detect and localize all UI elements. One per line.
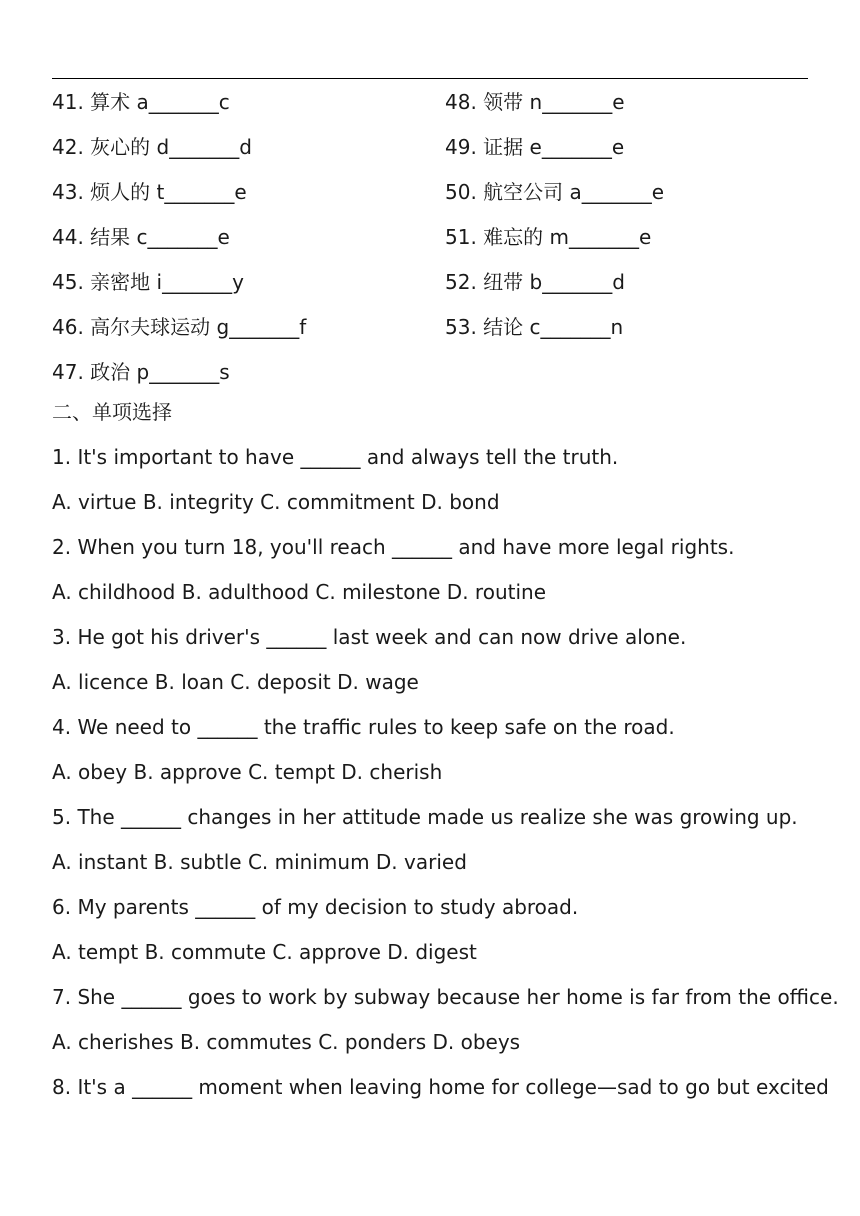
vocab-item-46: 46. 高尔夫球运动 g_______f	[52, 315, 307, 339]
question-6-options: A. tempt B. commute C. approve D. digest	[52, 940, 477, 964]
vocab-item-47: 47. 政治 p_______s	[52, 360, 230, 384]
question-3-stem: 3. He got his driver's ______ last week and can now drive alone.	[52, 625, 687, 649]
question-4-stem: 4. We need to ______ the traffic rules to keep safe on the road.	[52, 715, 675, 739]
question-3-options: A. licence B. loan C. deposit D. wage	[52, 670, 419, 694]
vocab-item-45: 45. 亲密地 i_______y	[52, 270, 244, 294]
question-7-options: A. cherishes B. commutes C. ponders D. obeys	[52, 1030, 521, 1054]
question-8-stem: 8. It's a ______ moment when leaving home for college—sad to go but excited	[52, 1075, 829, 1099]
question-5-stem: 5. The ______ changes in her attitude made us realize she was growing up.	[52, 805, 798, 829]
vocab-item-50: 50. 航空公司 a_______e	[445, 180, 665, 204]
vocab-item-53: 53. 结论 c_______n	[445, 315, 624, 339]
vocab-item-44: 44. 结果 c_______e	[52, 225, 230, 249]
vocab-item-52: 52. 纽带 b_______d	[445, 270, 625, 294]
top-divider	[52, 78, 808, 79]
question-1-stem: 1. It's important to have ______ and always tell the truth.	[52, 445, 619, 469]
section-heading: 二、单项选择	[52, 400, 172, 424]
question-5-options: A. instant B. subtle C. minimum D. varied	[52, 850, 467, 874]
vocab-item-41: 41. 算术 a_______c	[52, 90, 230, 114]
question-4-options: A. obey B. approve C. tempt D. cherish	[52, 760, 443, 784]
question-2-stem: 2. When you turn 18, you'll reach ______ and have more legal rights.	[52, 535, 735, 559]
vocab-item-49: 49. 证据 e_______e	[445, 135, 625, 159]
vocab-item-43: 43. 烦人的 t_______e	[52, 180, 247, 204]
vocab-item-51: 51. 难忘的 m_______e	[445, 225, 652, 249]
question-6-stem: 6. My parents ______ of my decision to study abroad.	[52, 895, 579, 919]
question-7-stem: 7. She ______ goes to work by subway because her home is far from the office.	[52, 985, 839, 1009]
vocab-item-48: 48. 领带 n_______e	[445, 90, 625, 114]
question-2-options: A. childhood B. adulthood C. milestone D. routine	[52, 580, 546, 604]
vocab-item-42: 42. 灰心的 d_______d	[52, 135, 252, 159]
question-1-options: A. virtue B. integrity C. commitment D. bond	[52, 490, 500, 514]
